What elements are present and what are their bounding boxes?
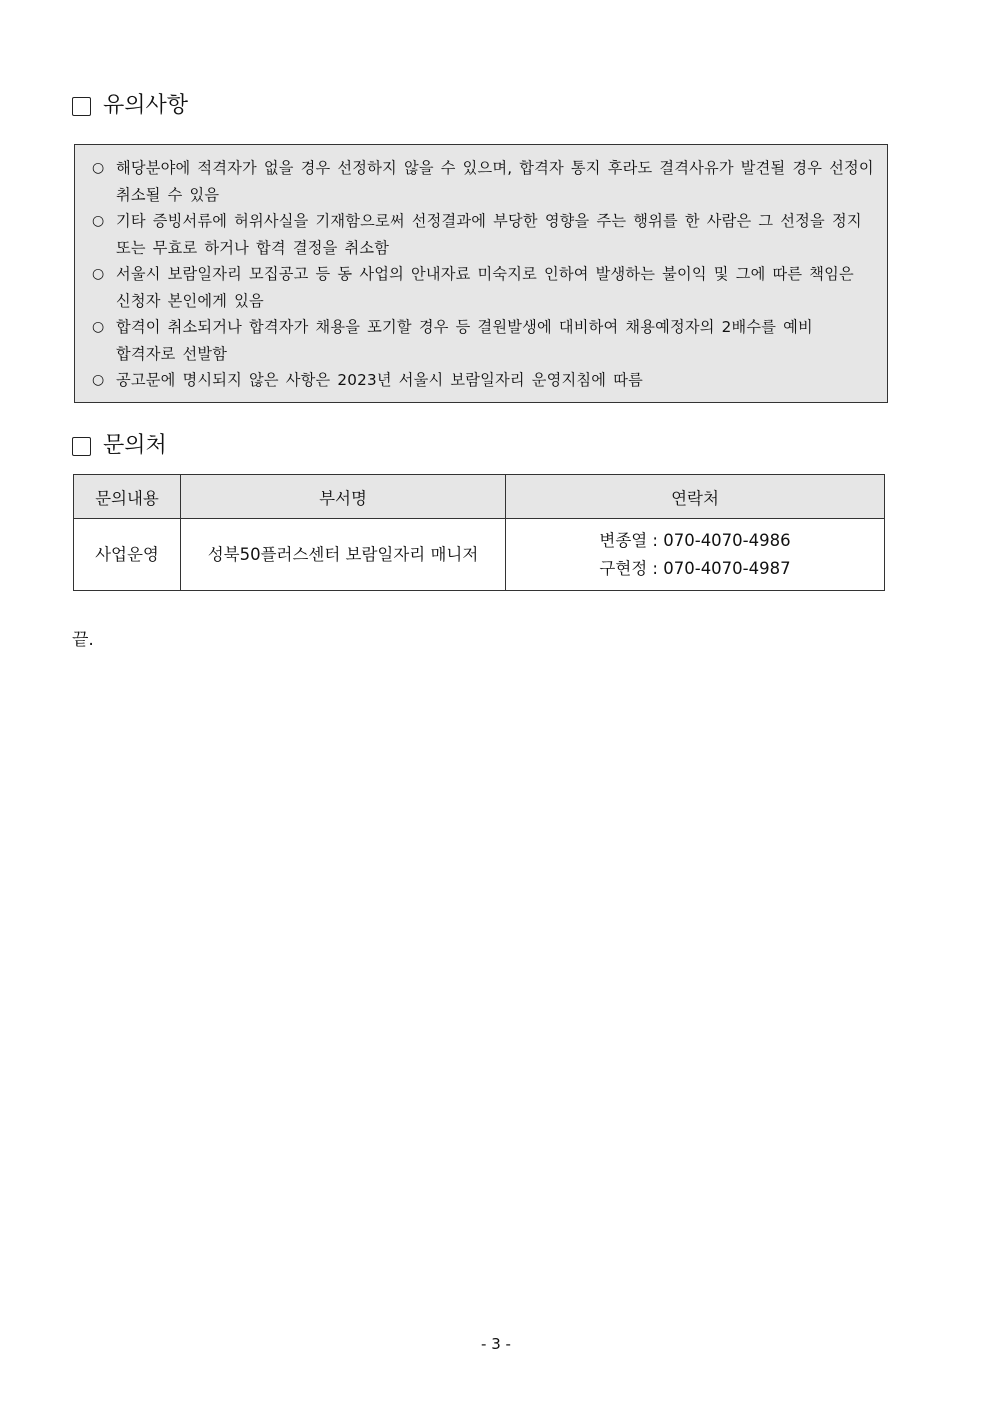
note-item	[92, 155, 879, 208]
circle-bullet-icon: ○	[92, 266, 105, 282]
table-header-row	[74, 475, 885, 519]
note-text: 서울시 보람일자리 모집공고 등 동 사업의 안내자료 미숙지로 인하여 발생하는 불이익 및 그에 따른 책임은 신청자 본인에게 있음	[116, 265, 854, 310]
header-contact: 연락처	[506, 475, 885, 519]
table-row	[74, 519, 885, 591]
note-item	[92, 261, 879, 314]
cell-department: 성북50플러스센터 보람일자리 매니저	[181, 519, 506, 591]
circle-bullet-icon: ○	[92, 213, 105, 229]
note-text: 공고문에 명시되지 않은 사항은 2023년 서울시 보람일자리 운영지침에 따름	[116, 371, 643, 389]
notes-heading-text: 유의사항	[103, 93, 189, 118]
circle-bullet-icon: ○	[92, 319, 105, 335]
contact-section-heading	[72, 435, 167, 457]
checkbox-square-icon	[72, 437, 91, 456]
end-mark: 끝.	[72, 630, 94, 650]
contact-line-2: 구현정 : 070-4070-4987	[599, 558, 791, 578]
contact-line-1: 변종열 : 070-4070-4986	[599, 530, 791, 550]
notes-section-heading	[72, 95, 188, 117]
contact-heading-text: 문의처	[103, 433, 167, 458]
note-item	[92, 314, 879, 367]
page-number: - 3 -	[481, 1335, 511, 1353]
contact-table	[73, 474, 885, 591]
cell-inquiry: 사업운영	[74, 519, 181, 591]
note-item	[92, 208, 879, 261]
note-text: 합격이 취소되거나 합격자가 채용을 포기할 경우 등 결원발생에 대비하여 채용예정자의 2배수를 예비 합격자로 선발함	[116, 318, 813, 363]
note-text: 기타 증빙서류에 허위사실을 기재함으로써 선정결과에 부당한 영향을 주는 행위를 한 사람은 그 선정을 정지 또는 무효로 하거나 합격 결정을 취소함	[116, 212, 862, 257]
note-item	[92, 367, 879, 394]
note-text: 해당분야에 적격자가 없을 경우 선정하지 않을 수 있으며, 합격자 통지 후라도 결격사유가 발견될 경우 선정이 취소될 수 있음	[116, 159, 874, 204]
checkbox-square-icon	[72, 97, 91, 116]
header-department: 부서명	[181, 475, 506, 519]
notes-box	[74, 144, 888, 403]
cell-contact	[506, 519, 885, 591]
circle-bullet-icon: ○	[92, 372, 105, 388]
circle-bullet-icon: ○	[92, 160, 105, 176]
header-inquiry: 문의내용	[74, 475, 181, 519]
